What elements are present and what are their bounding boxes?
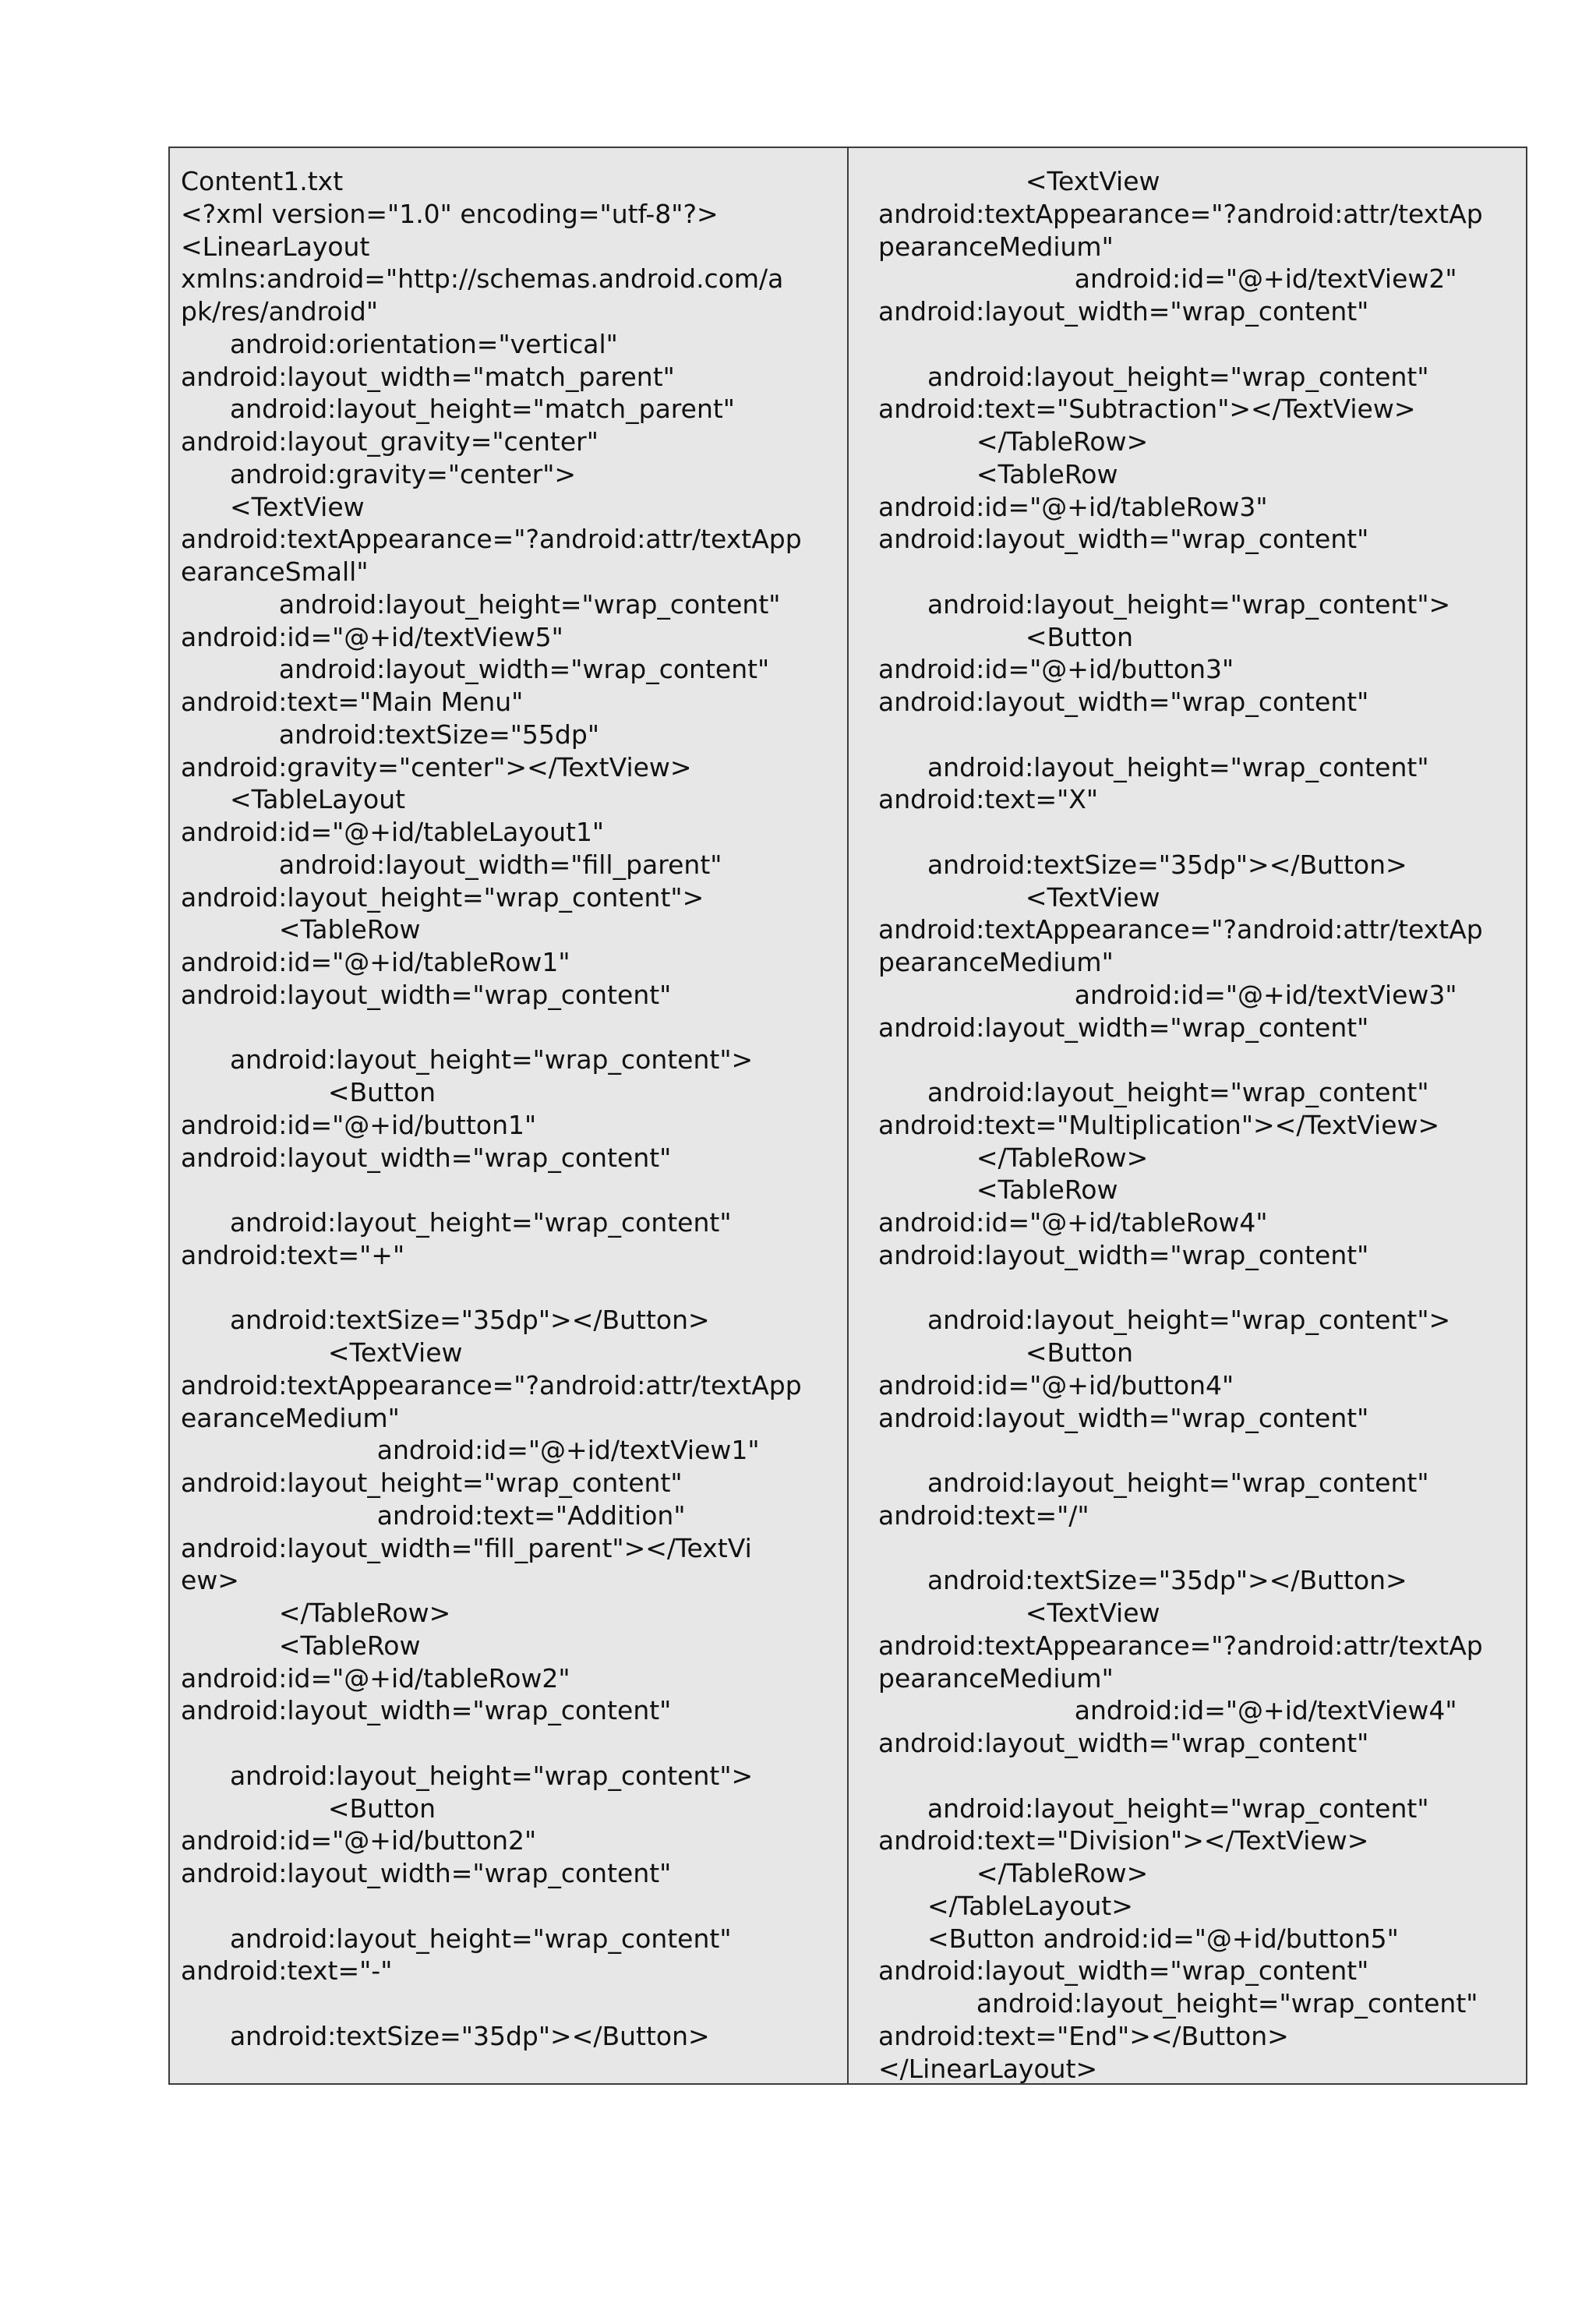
code-line: <TextView: [181, 1337, 463, 1368]
code-column-right: [849, 148, 1526, 2083]
code-line: ew>: [181, 1565, 239, 1596]
code-line: android:id="@+id/button1": [181, 1109, 537, 1140]
code-line: android:text="Addition": [181, 1499, 686, 1531]
code-line: earanceMedium": [181, 1402, 400, 1433]
code-line: android:layout_height="wrap_content": [878, 751, 1429, 782]
code-line: [878, 556, 1526, 588]
code-line: [181, 1012, 847, 1044]
code-line: android:layout_height="wrap_content": [878, 1793, 1429, 1824]
code-line: android:layout_height="match_parent": [181, 394, 735, 425]
code-line: android:id="@+id/tableLayout1": [181, 817, 605, 847]
code-line: android:text="Multiplication"></TextView>: [878, 1109, 1440, 1140]
code-line: android:layout_height="wrap_content">: [181, 1044, 754, 1076]
code-line: android:text="End"></Button>: [878, 2020, 1289, 2051]
code-line: [878, 1760, 1526, 1793]
code-line: pearanceMedium": [878, 947, 1114, 977]
code-line: [181, 1890, 847, 1923]
code-line: android:layout_height="wrap_content": [181, 1207, 732, 1238]
code-line: [878, 1532, 1526, 1565]
code-line: <TableRow: [878, 1174, 1118, 1206]
code-line: android:layout_width="wrap_content": [181, 979, 672, 1010]
code-line: android:layout_height="wrap_content": [878, 1468, 1429, 1498]
code-line: android:id="@+id/button2": [181, 1825, 537, 1856]
code-line: </TableLayout>: [878, 1890, 1133, 1921]
code-line: android:textAppearance="?android:attr/textApp: [181, 524, 802, 555]
code-line: android:layout_height="wrap_content": [181, 588, 781, 620]
code-line: android:textSize="35dp"></Button>: [878, 849, 1407, 880]
code-line: android:layout_width="wrap_content": [878, 1402, 1369, 1433]
code-line: </TableRow>: [878, 1142, 1149, 1173]
code-line: android:layout_height="wrap_content">: [181, 881, 704, 913]
code-column-left: [170, 148, 849, 2083]
code-line: android:layout_width="wrap_content": [181, 1142, 672, 1173]
code-line: <TableRow: [181, 1630, 421, 1661]
code-line: earanceSmall": [181, 556, 369, 587]
code-line: android:layout_width="wrap_content": [878, 296, 1369, 327]
code-line: [181, 1987, 847, 2020]
code-line: <TextView: [181, 491, 365, 522]
code-line: [878, 1434, 1526, 1467]
code-lines-right: [878, 165, 1526, 2083]
code-line: android:gravity="center">: [181, 458, 577, 489]
code-line: android:id="@+id/button3": [878, 654, 1234, 685]
code-line: <Button: [878, 621, 1134, 652]
code-line: pearanceMedium": [878, 1662, 1114, 1694]
code-line: android:layout_width="wrap_content": [181, 1695, 672, 1726]
code-line: <TextView: [878, 166, 1160, 196]
code-line: <Button android:id="@+id/button5": [878, 1923, 1399, 1954]
code-line: </LinearLayout>: [878, 2053, 1098, 2083]
code-line: Content1.txt: [181, 166, 344, 196]
code-line: android:text="-": [181, 1955, 393, 1987]
code-line: </TableRow>: [878, 1858, 1149, 1888]
code-line: <TextView: [878, 1598, 1160, 1628]
code-line: android:layout_width="fill_parent": [181, 849, 722, 880]
code-line: [878, 816, 1526, 849]
code-line: android:textAppearance="?android:attr/textAp: [878, 198, 1483, 229]
code-line: android:id="@+id/textView3": [878, 979, 1457, 1010]
code-line: android:id="@+id/textView5": [181, 621, 563, 652]
code-line: android:layout_width="wrap_content": [181, 1858, 672, 1888]
code-line: android:textSize="35dp"></Button>: [181, 2020, 710, 2051]
code-line: [878, 719, 1526, 751]
code-line: android:layout_width="wrap_content": [878, 1012, 1369, 1043]
code-line: android:id="@+id/tableRow2": [181, 1662, 570, 1694]
code-line: android:layout_height="wrap_content": [878, 1988, 1478, 2019]
code-line: android:text="/": [878, 1499, 1089, 1531]
code-line: android:id="@+id/textView1": [181, 1435, 760, 1466]
code-line: android:textAppearance="?android:attr/textAp: [878, 1630, 1483, 1661]
code-line: </TableRow>: [878, 426, 1149, 457]
code-line: android:gravity="center"></TextView>: [181, 751, 692, 782]
code-line: android:layout_width="wrap_content": [878, 1728, 1369, 1758]
code-line: android:id="@+id/button4": [878, 1369, 1234, 1400]
code-line: <TableLayout: [181, 784, 406, 815]
code-line: pk/res/android": [181, 296, 379, 327]
code-line: [878, 1044, 1526, 1076]
code-line: android:textSize="35dp"></Button>: [181, 1305, 710, 1336]
code-line: android:layout_height="wrap_content">: [181, 1760, 754, 1791]
code-line: </TableRow>: [181, 1598, 451, 1628]
code-line: android:layout_width="wrap_content": [878, 1955, 1369, 1987]
code-line: android:textSize="35dp"></Button>: [878, 1565, 1407, 1596]
code-line: android:textAppearance="?android:attr/textAp: [878, 914, 1483, 945]
code-line: [181, 1174, 847, 1206]
code-line: android:text="Main Menu": [181, 687, 524, 717]
code-line: xmlns:android="http://schemas.android.com/a: [181, 263, 784, 295]
code-line: <TableRow: [878, 458, 1118, 489]
code-line: <TableRow: [181, 914, 421, 945]
code-line: android:layout_width="match_parent": [181, 361, 675, 392]
code-line: android:id="@+id/tableRow1": [181, 947, 570, 977]
code-line: android:id="@+id/textView4": [878, 1695, 1457, 1726]
code-line: android:textSize="55dp": [181, 719, 599, 750]
code-line: [878, 1272, 1526, 1305]
code-line: android:layout_height="wrap_content": [878, 1077, 1429, 1107]
code-line: android:id="@+id/tableRow4": [878, 1207, 1268, 1238]
code-line: android:orientation="vertical": [181, 328, 618, 359]
code-line: <Button: [878, 1337, 1134, 1368]
code-line: android:layout_width="wrap_content": [878, 1239, 1369, 1270]
code-listing-table: [168, 147, 1527, 2085]
code-line: android:layout_height="wrap_content">: [878, 1305, 1451, 1336]
code-line: [181, 1272, 847, 1305]
code-line: pearanceMedium": [878, 231, 1114, 262]
code-line: [181, 1727, 847, 1760]
code-line: android:layout_width="wrap_content": [181, 654, 770, 685]
code-line: android:layout_height="wrap_content": [181, 1923, 732, 1954]
code-line: android:layout_height="wrap_content">: [878, 588, 1451, 620]
code-line: android:layout_width="wrap_content": [878, 524, 1369, 555]
code-lines-left: [181, 165, 847, 2053]
code-line: android:layout_height="wrap_content": [878, 361, 1429, 392]
code-line: android:text="Division"></TextView>: [878, 1825, 1369, 1856]
code-line: <?xml version="1.0" encoding="utf-8"?>: [181, 198, 719, 229]
code-line: android:layout_width="wrap_content": [878, 687, 1369, 717]
code-line: android:text="X": [878, 784, 1099, 815]
code-line: android:text="Subtraction"></TextView>: [878, 394, 1416, 425]
code-line: <Button: [181, 1077, 436, 1107]
code-line: android:text="+": [181, 1239, 405, 1270]
code-line: android:textAppearance="?android:attr/textApp: [181, 1369, 802, 1400]
code-line: android:layout_gravity="center": [181, 426, 598, 457]
code-line: android:layout_height="wrap_content": [181, 1468, 683, 1498]
code-line: <TextView: [878, 881, 1160, 913]
code-line: android:id="@+id/tableRow3": [878, 491, 1268, 522]
code-line: <Button: [181, 1793, 436, 1824]
code-line: [878, 328, 1526, 361]
code-line: android:layout_width="fill_parent"></TextVi: [181, 1532, 752, 1563]
code-line: <LinearLayout: [181, 231, 370, 262]
code-line: android:id="@+id/textView2": [878, 263, 1457, 295]
